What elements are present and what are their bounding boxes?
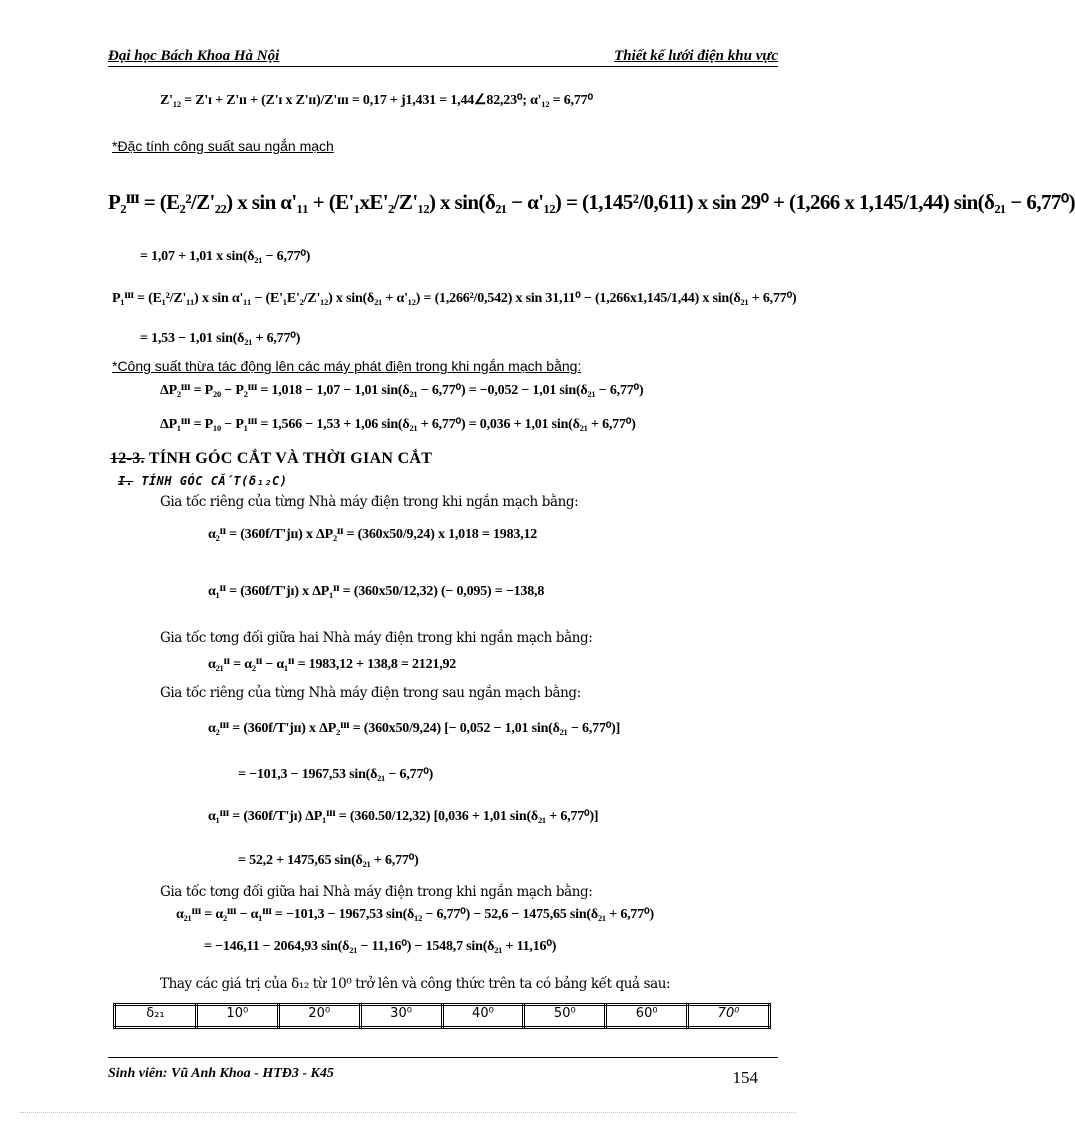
equation-a2-after: α₂ᴵᴵᴵ = (360f/T'jɪɪ) x ΔP₂ᴵᴵᴵ = (360x50/9,24) [− 0,052 − 1,01 sin(δ₂₁ − 6,77⁰)] [208,721,621,736]
subsection-heading [118,474,287,488]
header-left: Đại học Bách Khoa Hà Nội [108,48,280,64]
equation-a21-after: α₂₁ᴵᴵᴵ = α₂ᴵᴵᴵ − α₁ᴵᴵᴵ = −101,3 − 1967,53 sin(δ₁₂ − 6,77⁰) − 52,6 − 1475,65 sin(δ₂₁ + 6,77⁰) [176,907,654,922]
footer-author: Sinh viên: Vũ Anh Khoa - HTĐ3 - K45 [108,1066,334,1081]
table-cell: 70⁰ [688,1005,770,1028]
results-table [113,1003,771,1029]
header-right: Thiết kế lưới điện khu vực [614,48,778,64]
page-number: 154 [732,1068,758,1087]
section-heading [110,450,432,468]
page-edge-divider [20,1112,796,1113]
table-cell: 30⁰ [360,1005,442,1028]
text-accel-during: Gia tốc riêng của từng Nhà máy điện trong khi ngắn mạch bằng: [160,494,579,510]
heading-excess-power: *Công suất thừa tác động lên các máy phát điện trong khi ngắn mạch bằng: [112,358,582,374]
equation-a21: α₂₁ᴵᴵ = α₂ᴵᴵ − α₁ᴵᴵ = 1983,12 + 138,8 = 2121,92 [208,657,457,672]
equation-p2: P₂ᴵᴵᴵ = (E₂²/Z'₂₂) x sin α'₁₁ + (E'₁xE'₂/Z'₁₂) x sin(δ₂₁ − α'₁₂) = (1,145²/0,611) x sin 29⁰ + (1,266 x 1,145/1,44) sin(δ₂₁ − 6,77⁰) [108,190,1075,214]
subsection-title: TÍNH GÓC CẮT(δ₁₂C) [141,474,288,488]
page-header [108,46,778,67]
table-cell: δ₂₁ [115,1005,197,1028]
table-cell: 50⁰ [524,1005,606,1028]
equation-p1: P₁ᴵᴵᴵ = (E₁²/Z'₁₁) x sin α'₁₁ − (E'₁E'₂/Z'₁₂) x sin(δ₂₁ + α'₁₂) = (1,266²/0,542) x sin 31,11⁰ − (1,266x1,145/1,44) x sin(δ₂₁ + 6,77⁰) [112,291,797,306]
subsection-number: I. [118,474,134,488]
equation-a2: α₂ᴵᴵ = (360f/T'jɪɪ) x ΔP₂ᴵᴵ = (360x50/9,24) x 1,018 = 1983,12 [208,527,538,542]
equation-p2-result: = 1,07 + 1,01 x sin(δ₂₁ − 6,77⁰) [140,249,311,264]
section-title: TÍNH GÓC CẮT VÀ THỜI GIAN CẮT [148,450,433,467]
equation-p1-result: = 1,53 − 1,01 sin(δ₂₁ + 6,77⁰) [140,331,301,346]
table-cell: 10⁰ [196,1005,278,1028]
text-relative-accel-after: Gia tốc tơng đối giữa hai Nhà máy điện trong khi ngắn mạch bằng: [160,884,593,900]
table-cell: 60⁰ [606,1005,688,1028]
table-cell: 20⁰ [278,1005,360,1028]
section-number: 12-3. [110,450,145,467]
text-relative-accel-during: Gia tốc tơng đối giữa hai Nhà máy điện trong khi ngắn mạch bằng: [160,630,593,646]
equation-a21-after-result: = −146,11 − 2064,93 sin(δ₂₁ − 11,16⁰) − 1548,7 sin(δ₂₁ + 11,16⁰) [204,939,557,954]
equation-a2-after-result: = −101,3 − 1967,53 sin(δ₂₁ − 6,77⁰) [238,767,434,782]
text-accel-after: Gia tốc riêng của từng Nhà máy điện trong sau ngắn mạch bằng: [160,685,581,701]
page-footer [108,1057,778,1087]
table-cell: 40⁰ [442,1005,524,1028]
table-row [115,1005,770,1028]
equation-a1-after: α₁ᴵᴵᴵ = (360f/T'jɪ) ΔP₁ᴵᴵᴵ = (360.50/12,32) [0,036 + 1,01 sin(δ₂₁ + 6,77⁰)] [208,809,599,824]
text-table-intro: Thay các giá trị của δ₁₂ từ 10⁰ trở lên và công thức trên ta có bảng kết quả sau: [160,976,671,992]
equation-dp1: ΔP₁ᴵᴵᴵ = P₁₀ − P₁ᴵᴵᴵ = 1,566 − 1,53 + 1,06 sin(δ₂₁ + 6,77⁰) = 0,036 + 1,01 sin(δ₂₁ + 6,77⁰) [160,417,636,432]
heading-power-characteristic: *Đặc tính công suất sau ngắn mạch [112,138,334,154]
equation-z12: Z'₁₂ = Z'ɪ + Z'ɪɪ + (Z'ɪ x Z'ɪɪ)/Z'ɪɪɪ = 0,17 + j1,431 = 1,44∠82,23⁰; α'₁₂ = 6,77⁰ [160,93,593,108]
equation-a1-after-result: = 52,2 + 1475,65 sin(δ₂₁ + 6,77⁰) [238,853,419,868]
equation-a1: α₁ᴵᴵ = (360f/T'jɪ) x ΔP₁ᴵᴵ = (360x50/12,32) (− 0,095) = −138,8 [208,584,545,599]
equation-dp2: ΔP₂ᴵᴵᴵ = P₂₀ − P₂ᴵᴵᴵ = 1,018 − 1,07 − 1,01 sin(δ₂₁ − 6,77⁰) = −0,052 − 1,01 sin(δ₂₁ − 6,77⁰) [160,383,644,398]
